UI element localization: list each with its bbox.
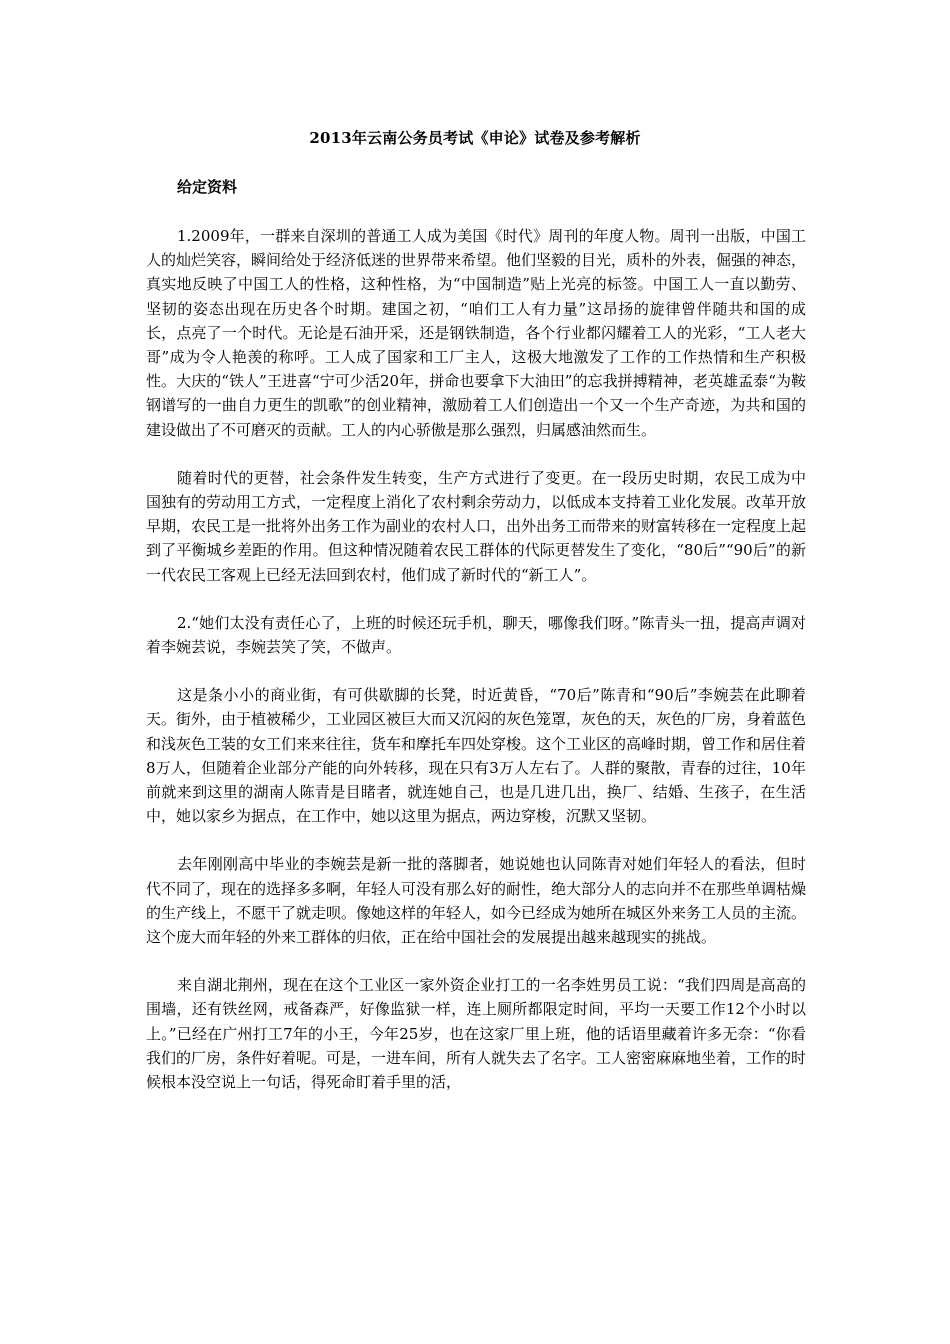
paragraph-2: 随着时代的更替，社会条件发生转变，生产方式进行了变更。在一段历史时期，农民工成为中国独有的劳动用工方式，一定程度上消化了农村剩余劳动力，以低成本支持着工业化发展。改革开放早期，农民工是一批将外出务工作为副业的农村人口，出外出务工而带来的财富转移在一定程度上起到了平衡城乡差距的作用。但这种情况随着农民工群体的代际更替发生了变化，“80后”“90后”的新一代农民工客观上已经无法回到农村，他们成了新时代的“新工人”。: [146, 468, 807, 584]
paragraph-6: 来自湖北荆州，现在在这个工业区一家外资企业打工的一名李姓男员工说：“我们四周是高高的围墙，还有铁丝网，戒备森严，好像监狱一样，连上厕所都限定时间，平均一天要工作12个小时以上。”已经在广州打工7年的小王，今年25岁，也在这家厂里上班，他的话语里藏着许多无奈：“你看我们的厂房，条件好着呢。可是，一进车间，所有人就失去了名字。工人密密麻麻地坐着，工作的时候根本没空说上一句话，得死命盯着手里的活，: [146, 976, 807, 1092]
paragraph-1: 1.2009年，一群来自深圳的普通工人成为美国《时代》周刊的年度人物。周刊一出版，中国工人的灿烂笑容，瞬间给处于经济低迷的世界带来希望。他们坚毅的目光，质朴的外表，倔强的神态，真实地反映了中国工人的性格，这种性格，为“中国制造”贴上光亮的标签。中国工人一直以勤劳、坚韧的姿态出现在历史各个时期。建国之初，“咱们工人有力量”这昂扬的旋律曾伴随共和国的成长，点亮了一个时代。无论是石油开采，还是钢铁制造，各个行业都闪耀着工人的光彩，“工人老大哥”成为令人艳羡的称呼。工人成了国家和工厂主人，这极大地激发了工作的工作热情和生产积极性。大庆的“铁人”王进喜“宁可少活20年，拼命也要拿下大油田”的忘我拼搏精神，老英雄孟泰“为鞍钢谱写的一曲自力更生的凯歌”的创业精神，激励着工人们创造出一个又一个生产奇迹，为共和国的建设做出了不可磨灭的贡献。工人的内心骄傲是那么强烈，归属感油然而生。: [146, 227, 807, 439]
section-heading: 给定资料: [177, 178, 238, 196]
paragraph-4: 这是条小小的商业街，有可供歇脚的长凳，时近黄昏，“70后”陈青和“90后”李婉芸在此聊着天。街外，由于植被稀少，工业园区被巨大而又沉闷的灰色笼罩，灰色的天，灰色的厂房，身着蓝色和浅灰色工装的女工们来来往往，货车和摩托车四处穿梭。这个工业区的高峰时期，曾工作和居住着8万人，但随着企业部分产能的向外转移，现在只有3万人左右了。人群的聚散，青春的过往，10年前就来到这里的湖南人陈青是目睹者，就连她自己，也是几进几出，换厂、结婚、生孩子，在生活中，她以家乡为据点，在工作中，她以这里为据点，两边穿梭，沉默又坚韧。: [146, 686, 807, 826]
paragraph-5: 去年刚刚高中毕业的李婉芸是新一批的落脚者，她说她也认同陈青对她们年轻人的看法，但时代不同了，现在的选择多多啊，年轻人可没有那么好的耐性，绝大部分人的志向并不在那些单调枯燥的生产线上，不愿干了就走呗。像她这样的年轻人，如今已经成为她所在城区外来务工人员的主流。这个庞大而年轻的外来工群体的归依，正在给中国社会的发展提出越来越现实的挑战。: [146, 855, 807, 947]
document-title: 2013年云南公务员考试《申论》试卷及参考解析: [309, 129, 641, 147]
paragraph-3: 2.“她们太没有责任心了，上班的时候还玩手机，聊天，哪像我们呀。”陈青头一扭，提高声调对着李婉芸说，李婉芸笑了笑，不做声。: [146, 613, 806, 657]
document-body: [146, 224, 806, 1118]
